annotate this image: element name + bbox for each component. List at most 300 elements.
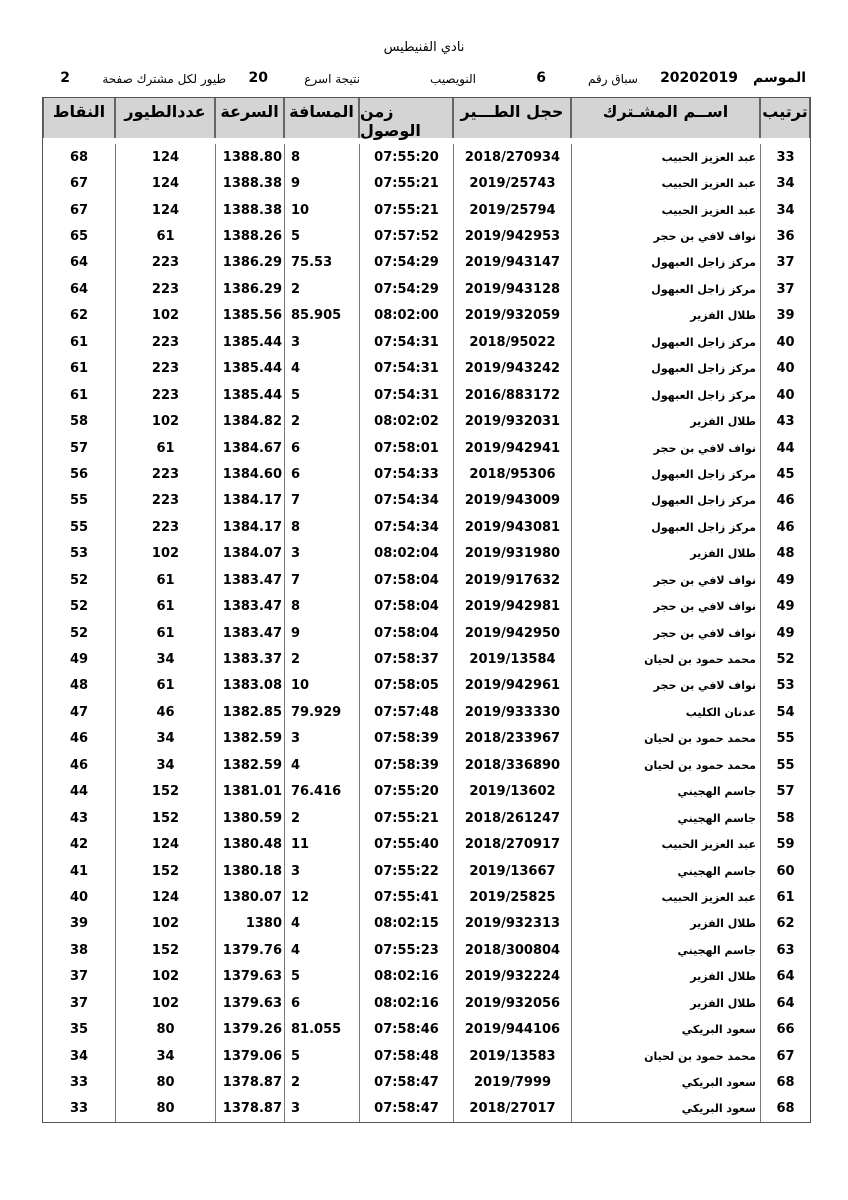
member-name-cell: سعود البريكي: [571, 1096, 760, 1122]
rank-cell: 34: [760, 197, 810, 223]
member-name-cell: عبد العزيز الحبيب: [571, 831, 760, 857]
col-birds-header: عددالطيور: [115, 98, 215, 138]
ring-number-cell: 2019/932059: [453, 303, 571, 329]
table-row: [43, 805, 810, 831]
member-name-cell: نواف لافي بن حجر: [571, 620, 760, 646]
table-row: [43, 408, 810, 434]
member-name-cell: طلال الفزير: [571, 990, 760, 1016]
speed-cell: 1384.60: [215, 461, 284, 487]
ring-number-cell: 2019/932031: [453, 408, 571, 434]
points-cell: 33: [69, 1101, 89, 1117]
points-cell: 38: [69, 942, 89, 958]
rank-cell: 68: [760, 1096, 810, 1122]
table-row: [43, 170, 810, 196]
table-row: [43, 329, 810, 355]
arrival-time-cell: 08:02:02: [359, 408, 453, 434]
arrival-time-cell: 07:58:47: [359, 1096, 453, 1122]
speed-cell: 1385.44: [215, 329, 284, 355]
speed-cell: 1388.80: [215, 144, 284, 170]
ring-number-cell: 2019/943128: [453, 276, 571, 302]
table-row: [43, 884, 810, 910]
speed-cell: 1379.63: [215, 964, 284, 990]
speed-cell: 1380.48: [215, 831, 284, 857]
table-row: [43, 1096, 810, 1122]
distance-cell: 8: [284, 144, 359, 170]
ring-number-cell: 2019/944106: [453, 1016, 571, 1042]
distance-cell: 3: [284, 858, 359, 884]
speed-cell: 1382.59: [215, 752, 284, 778]
distance-cell: 10: [284, 197, 359, 223]
bird-count-cell: 124: [115, 884, 215, 910]
distance-cell: 9: [284, 170, 359, 196]
points-cell: 46: [69, 757, 89, 773]
arrival-time-cell: 07:54:31: [359, 382, 453, 408]
ring-number-cell: 2019/943081: [453, 514, 571, 540]
points-cell: 46: [69, 731, 89, 747]
arrival-time-cell: 07:54:33: [359, 461, 453, 487]
points-cell: 62: [69, 308, 89, 324]
bird-count-cell: 46: [115, 699, 215, 725]
rank-cell: 43: [760, 408, 810, 434]
member-name-cell: طلال الفزير: [571, 964, 760, 990]
distance-cell: 2: [284, 408, 359, 434]
distance-cell: 6: [284, 990, 359, 1016]
table-row: [43, 514, 810, 540]
points-cell: 57: [69, 440, 89, 456]
speed-cell: 1380: [215, 911, 284, 937]
results-table: [42, 97, 811, 1123]
arrival-time-cell: 07:55:23: [359, 937, 453, 963]
arrival-time-cell: 07:55:40: [359, 831, 453, 857]
bird-count-cell: 124: [115, 831, 215, 857]
col-distance-header: المسافة: [284, 98, 359, 138]
member-name-cell: عدنان الكليب: [571, 699, 760, 725]
club-title: نادي الفنيطيس: [383, 40, 465, 55]
distance-cell: 5: [284, 1043, 359, 1069]
points-cell: 39: [69, 916, 89, 932]
rank-cell: 46: [760, 514, 810, 540]
points-cell: 61: [69, 387, 89, 403]
rank-cell: 39: [760, 303, 810, 329]
bird-count-cell: 223: [115, 382, 215, 408]
distance-cell: 8: [284, 593, 359, 619]
member-name-cell: مركز زاجل العبهول: [571, 329, 760, 355]
season-label: الموسم: [753, 70, 806, 86]
arrival-time-cell: 07:55:20: [359, 144, 453, 170]
member-name-cell: طلال الفزير: [571, 911, 760, 937]
ring-number-cell: 2018/261247: [453, 805, 571, 831]
arrival-time-cell: 08:02:16: [359, 964, 453, 990]
speed-cell: 1385.44: [215, 382, 284, 408]
distance-cell: 6: [284, 461, 359, 487]
bird-count-cell: 80: [115, 1069, 215, 1095]
bird-count-cell: 223: [115, 461, 215, 487]
points-cell: 40: [69, 889, 89, 905]
bird-count-cell: 61: [115, 567, 215, 593]
ring-number-cell: 2018/95306: [453, 461, 571, 487]
member-name-cell: عبد العزيز الحبيب: [571, 197, 760, 223]
table-row: [43, 567, 810, 593]
points-cell: 42: [69, 837, 89, 853]
ring-number-cell: 2019/942953: [453, 223, 571, 249]
ring-number-cell: 2018/336890: [453, 752, 571, 778]
distance-cell: 9: [284, 620, 359, 646]
ring-number-cell: 2019/931980: [453, 541, 571, 567]
distance-cell: 81.055: [284, 1016, 359, 1042]
rank-cell: 40: [760, 382, 810, 408]
rank-cell: 49: [760, 620, 810, 646]
speed-cell: 1384.17: [215, 488, 284, 514]
distance-cell: 2: [284, 805, 359, 831]
distance-cell: 4: [284, 937, 359, 963]
ring-number-cell: 2019/13584: [453, 646, 571, 672]
distance-cell: 5: [284, 223, 359, 249]
bird-count-cell: 223: [115, 514, 215, 540]
arrival-time-cell: 07:55:21: [359, 197, 453, 223]
points-cell: 56: [69, 466, 89, 482]
points-cell: 52: [69, 625, 89, 641]
rank-cell: 53: [760, 673, 810, 699]
member-name-cell: جاسم الهجيني: [571, 858, 760, 884]
speed-cell: 1380.59: [215, 805, 284, 831]
arrival-time-cell: 07:58:48: [359, 1043, 453, 1069]
table-row: [43, 752, 810, 778]
race-number: 6: [536, 70, 546, 86]
table-row: [43, 673, 810, 699]
distance-cell: 5: [284, 964, 359, 990]
arrival-time-cell: 07:58:47: [359, 1069, 453, 1095]
member-name-cell: جاسم الهجيني: [571, 805, 760, 831]
points-cell: 37: [69, 969, 89, 985]
bird-count-cell: 102: [115, 303, 215, 329]
bird-count-cell: 61: [115, 223, 215, 249]
points-cell: 33: [69, 1075, 89, 1091]
ring-number-cell: 2019/7999: [453, 1069, 571, 1095]
col-name-header: اســم المشـترك: [571, 98, 760, 138]
arrival-time-cell: 07:58:39: [359, 752, 453, 778]
table-row: [43, 911, 810, 937]
member-name-cell: مركز زاجل العبهول: [571, 356, 760, 382]
table-row: [43, 356, 810, 382]
speed-cell: 1383.37: [215, 646, 284, 672]
distance-cell: 6: [284, 435, 359, 461]
member-name-cell: جاسم الهجيني: [571, 779, 760, 805]
rank-cell: 62: [760, 911, 810, 937]
bird-count-cell: 102: [115, 541, 215, 567]
rank-cell: 44: [760, 435, 810, 461]
points-cell: 61: [69, 361, 89, 377]
table-row: [43, 620, 810, 646]
bird-count-cell: 34: [115, 752, 215, 778]
member-name-cell: محمد حمود بن لحيان: [571, 726, 760, 752]
member-name-cell: نواف لافي بن حجر: [571, 223, 760, 249]
table-row: [43, 144, 810, 170]
bird-count-cell: 223: [115, 276, 215, 302]
points-cell: 64: [69, 281, 89, 297]
arrival-time-cell: 07:57:52: [359, 223, 453, 249]
speed-cell: 1384.17: [215, 514, 284, 540]
member-name-cell: محمد حمود بن لحيان: [571, 646, 760, 672]
points-cell: 53: [69, 546, 89, 562]
speed-cell: 1379.26: [215, 1016, 284, 1042]
arrival-time-cell: 07:54:29: [359, 276, 453, 302]
ring-number-cell: 2019/13602: [453, 779, 571, 805]
speed-cell: 1383.08: [215, 673, 284, 699]
ring-number-cell: 2019/932313: [453, 911, 571, 937]
table-body: [43, 144, 810, 1122]
speed-cell: 1380.07: [215, 884, 284, 910]
ring-number-cell: 2019/943009: [453, 488, 571, 514]
ring-number-cell: 2016/883172: [453, 382, 571, 408]
points-cell: 47: [69, 704, 89, 720]
table-row: [43, 726, 810, 752]
speed-cell: 1386.29: [215, 250, 284, 276]
result-label: نتيجة اسرع: [304, 72, 360, 86]
member-name-cell: سعود البريكي: [571, 1069, 760, 1095]
table-row: [43, 303, 810, 329]
table-row: [43, 197, 810, 223]
arrival-time-cell: 07:54:31: [359, 329, 453, 355]
ring-number-cell: 2019/933330: [453, 699, 571, 725]
speed-cell: 1388.38: [215, 170, 284, 196]
arrival-time-cell: 07:54:34: [359, 514, 453, 540]
bird-count-cell: 102: [115, 911, 215, 937]
distance-cell: 79.929: [284, 699, 359, 725]
rank-cell: 64: [760, 990, 810, 1016]
points-cell: 52: [69, 572, 89, 588]
member-name-cell: طلال الفزير: [571, 408, 760, 434]
member-name-cell: مركز زاجل العبهول: [571, 250, 760, 276]
bird-count-cell: 124: [115, 197, 215, 223]
table-row: [43, 831, 810, 857]
member-name-cell: عبد العزيز الحبيب: [571, 884, 760, 910]
speed-cell: 1379.76: [215, 937, 284, 963]
bird-count-cell: 102: [115, 990, 215, 1016]
bird-count-cell: 102: [115, 964, 215, 990]
table-row: [43, 699, 810, 725]
bird-count-cell: 61: [115, 620, 215, 646]
points-cell: 67: [69, 176, 89, 192]
distance-cell: 3: [284, 726, 359, 752]
points-cell: 67: [69, 202, 89, 218]
table-row: [43, 593, 810, 619]
rank-cell: 68: [760, 1069, 810, 1095]
bird-count-cell: 124: [115, 170, 215, 196]
ring-number-cell: 2019/942950: [453, 620, 571, 646]
ring-number-cell: 2019/942961: [453, 673, 571, 699]
ring-number-cell: 2018/300804: [453, 937, 571, 963]
distance-cell: 12: [284, 884, 359, 910]
table-row: [43, 382, 810, 408]
ring-number-cell: 2019/25794: [453, 197, 571, 223]
table-row: [43, 276, 810, 302]
rank-cell: 59: [760, 831, 810, 857]
arrival-time-cell: 07:58:46: [359, 1016, 453, 1042]
arrival-time-cell: 08:02:16: [359, 990, 453, 1016]
arrival-time-cell: 07:54:34: [359, 488, 453, 514]
ring-number-cell: 2018/27017: [453, 1096, 571, 1122]
rank-cell: 40: [760, 356, 810, 382]
rank-cell: 48: [760, 541, 810, 567]
arrival-time-cell: 07:58:37: [359, 646, 453, 672]
bird-count-cell: 223: [115, 488, 215, 514]
member-name-cell: جاسم الهجيني: [571, 937, 760, 963]
points-cell: 41: [69, 863, 89, 879]
distance-cell: 4: [284, 911, 359, 937]
rank-cell: 40: [760, 329, 810, 355]
table-row: [43, 964, 810, 990]
season-value: 20202019: [660, 70, 738, 86]
speed-cell: 1382.85: [215, 699, 284, 725]
rank-cell: 45: [760, 461, 810, 487]
ring-number-cell: 2018/270934: [453, 144, 571, 170]
ring-number-cell: 2018/95022: [453, 329, 571, 355]
table-row: [43, 488, 810, 514]
rank-cell: 46: [760, 488, 810, 514]
race-name: النويصيب: [430, 72, 476, 86]
race-label: سباق رقم: [588, 72, 638, 86]
points-cell: 44: [69, 784, 89, 800]
rank-cell: 67: [760, 1043, 810, 1069]
points-cell: 58: [69, 414, 89, 430]
speed-cell: 1378.87: [215, 1069, 284, 1095]
member-name-cell: نواف لافي بن حجر: [571, 435, 760, 461]
speed-cell: 1384.67: [215, 435, 284, 461]
speed-cell: 1381.01: [215, 779, 284, 805]
ring-number-cell: 2019/932224: [453, 964, 571, 990]
rank-cell: 64: [760, 964, 810, 990]
table-row: [43, 990, 810, 1016]
member-name-cell: نواف لافي بن حجر: [571, 593, 760, 619]
table-header: [43, 98, 810, 138]
arrival-time-cell: 07:57:48: [359, 699, 453, 725]
points-cell: 48: [69, 678, 89, 694]
arrival-time-cell: 07:58:05: [359, 673, 453, 699]
arrival-time-cell: 07:58:39: [359, 726, 453, 752]
distance-cell: 3: [284, 1096, 359, 1122]
speed-cell: 1383.47: [215, 593, 284, 619]
bird-count-cell: 34: [115, 1043, 215, 1069]
distance-cell: 7: [284, 488, 359, 514]
distance-cell: 76.416: [284, 779, 359, 805]
speed-cell: 1382.59: [215, 726, 284, 752]
member-name-cell: عبد العزيز الحبيب: [571, 170, 760, 196]
ring-number-cell: 2018/233967: [453, 726, 571, 752]
bird-count-cell: 152: [115, 937, 215, 963]
table-row: [43, 435, 810, 461]
bird-count-cell: 124: [115, 144, 215, 170]
points-cell: 55: [69, 493, 89, 509]
rank-cell: 63: [760, 937, 810, 963]
ring-number-cell: 2019/932056: [453, 990, 571, 1016]
distance-cell: 4: [284, 356, 359, 382]
member-name-cell: نواف لافي بن حجر: [571, 567, 760, 593]
member-name-cell: طلال الفزير: [571, 303, 760, 329]
bird-count-cell: 34: [115, 646, 215, 672]
col-rank-header: ترتيب: [760, 98, 810, 138]
table-row: [43, 461, 810, 487]
distance-cell: 3: [284, 329, 359, 355]
member-name-cell: مركز زاجل العبهول: [571, 382, 760, 408]
member-name-cell: عبد العزيز الحبيب: [571, 144, 760, 170]
ring-number-cell: 2019/25825: [453, 884, 571, 910]
bird-count-cell: 223: [115, 250, 215, 276]
speed-cell: 1388.26: [215, 223, 284, 249]
rank-cell: 49: [760, 593, 810, 619]
arrival-time-cell: 08:02:15: [359, 911, 453, 937]
rank-cell: 55: [760, 726, 810, 752]
member-name-cell: مركز زاجل العبهول: [571, 276, 760, 302]
arrival-time-cell: 07:55:20: [359, 779, 453, 805]
points-cell: 49: [69, 652, 89, 668]
speed-cell: 1384.07: [215, 541, 284, 567]
rank-cell: 58: [760, 805, 810, 831]
ring-number-cell: 2019/917632: [453, 567, 571, 593]
speed-cell: 1384.82: [215, 408, 284, 434]
points-cell: 43: [69, 810, 89, 826]
points-cell: 35: [69, 1022, 89, 1038]
rank-cell: 49: [760, 567, 810, 593]
rank-cell: 52: [760, 646, 810, 672]
ring-number-cell: 2019/942981: [453, 593, 571, 619]
arrival-time-cell: 07:58:01: [359, 435, 453, 461]
speed-cell: 1383.47: [215, 567, 284, 593]
speed-cell: 1379.06: [215, 1043, 284, 1069]
arrival-time-cell: 07:58:04: [359, 567, 453, 593]
member-name-cell: طلال الفزير: [571, 541, 760, 567]
bird-count-cell: 102: [115, 408, 215, 434]
arrival-time-cell: 08:02:04: [359, 541, 453, 567]
member-name-cell: سعود البريكي: [571, 1016, 760, 1042]
rank-cell: 66: [760, 1016, 810, 1042]
rank-cell: 33: [760, 144, 810, 170]
points-cell: 37: [69, 995, 89, 1011]
distance-cell: 8: [284, 514, 359, 540]
table-row: [43, 1043, 810, 1069]
speed-cell: 1385.56: [215, 303, 284, 329]
distance-cell: 2: [284, 276, 359, 302]
points-cell: 65: [69, 229, 89, 245]
points-cell: 68: [69, 149, 89, 165]
rank-cell: 55: [760, 752, 810, 778]
ring-number-cell: 2019/13583: [453, 1043, 571, 1069]
ring-number-cell: 2019/25743: [453, 170, 571, 196]
bird-count-cell: 61: [115, 593, 215, 619]
distance-cell: 75.53: [284, 250, 359, 276]
distance-cell: 2: [284, 646, 359, 672]
table-row: [43, 779, 810, 805]
member-name-cell: مركز زاجل العبهول: [571, 514, 760, 540]
bird-count-cell: 61: [115, 673, 215, 699]
speed-cell: 1386.29: [215, 276, 284, 302]
rank-cell: 61: [760, 884, 810, 910]
points-cell: 55: [69, 519, 89, 535]
arrival-time-cell: 07:58:04: [359, 593, 453, 619]
bird-count-cell: 152: [115, 858, 215, 884]
speed-cell: 1378.87: [215, 1096, 284, 1122]
table-row: [43, 223, 810, 249]
col-ring-header: حجل الطـــير: [453, 98, 571, 138]
arrival-time-cell: 07:54:31: [359, 356, 453, 382]
member-name-cell: مركز زاجل العبهول: [571, 461, 760, 487]
speed-cell: 1380.18: [215, 858, 284, 884]
rank-cell: 34: [760, 170, 810, 196]
distance-cell: 85.905: [284, 303, 359, 329]
points-cell: 52: [69, 599, 89, 615]
points-cell: 61: [69, 334, 89, 350]
distance-cell: 7: [284, 567, 359, 593]
rank-cell: 36: [760, 223, 810, 249]
